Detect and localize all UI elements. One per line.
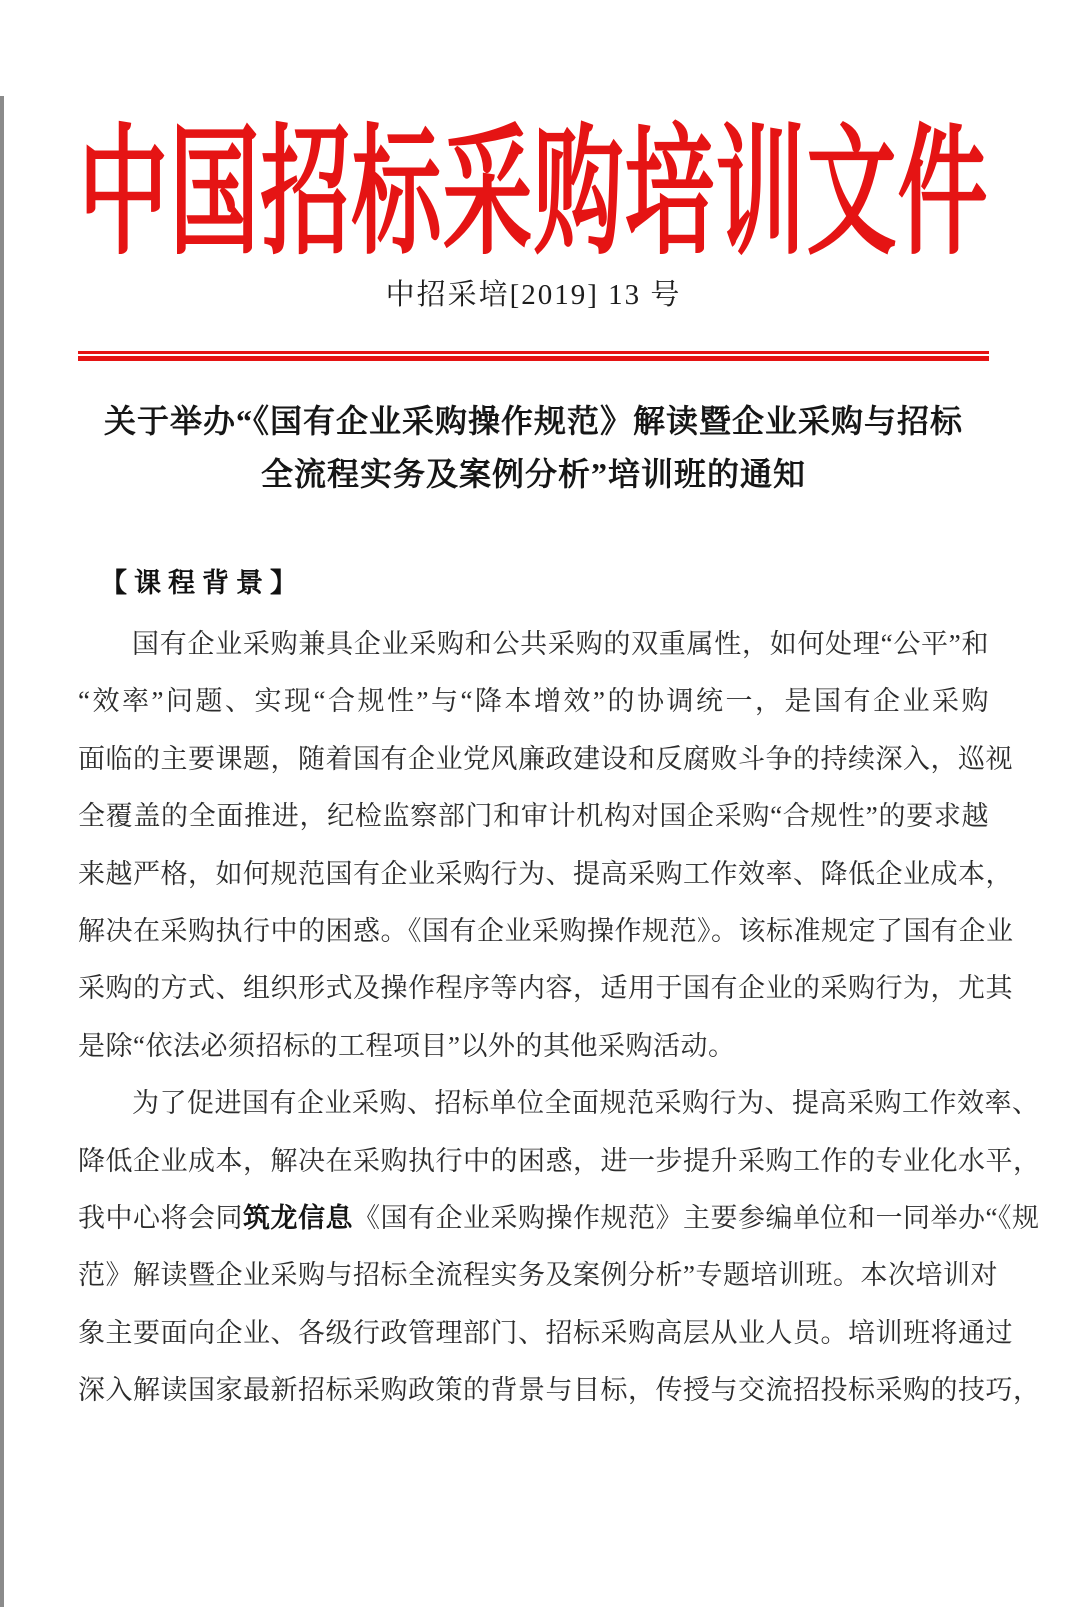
body-line: “效率”问题、实现“合规性”与“降本增效”的协调统一，是国有企业采购	[78, 686, 989, 717]
body-line: 为了促进国有企业采购、招标单位全面规范采购行为、提高采购工作效率、	[132, 1088, 1040, 1119]
body-line: 面临的主要课题，随着国有企业党风廉政建设和反腐败斗争的持续深入，巡视	[78, 743, 1013, 774]
body-line: 采购的方式、组织形式及操作程序等内容，适用于国有企业的采购行为，尤其	[78, 973, 1013, 1004]
body-line: 范》解读暨企业采购与招标全流程实务及案例分析”专题培训班。本次培训对	[78, 1260, 998, 1291]
masthead	[78, 96, 989, 273]
body-line: 全覆盖的全面推进，纪检监察部门和审计机构对国企采购“合规性”的要求越	[78, 801, 989, 832]
section-heading-course-background: 【课程背景】	[100, 568, 304, 598]
red-divider-thick-line	[78, 356, 989, 361]
document-number: 中招采培[2019] 13 号	[385, 279, 682, 311]
body-line: 象主要面向企业、各级行政管理部门、招标采购高层从业人员。培训班将通过	[78, 1317, 1013, 1348]
document-page	[0, 96, 1067, 1607]
body-line: 来越严格，如何规范国有企业采购行为、提高采购工作效率、降低企业成本，	[78, 858, 1013, 889]
text-run: 我中心将会同	[78, 1202, 243, 1233]
notice-title-line2: 全流程实务及案例分析”培训班的通知	[260, 456, 806, 492]
scan-edge-artifact	[0, 96, 4, 1607]
notice-title	[78, 395, 989, 501]
body-line: 降低企业成本，解决在采购执行中的困惑，进一步提升采购工作的专业化水平，	[78, 1145, 1041, 1176]
masthead-title: 中国招标采购培训文件	[78, 117, 989, 273]
body-line: 是除“依法必须招标的工程项目”以外的其他采购活动。	[78, 1030, 736, 1061]
body-line: 解决在采购执行中的困惑。《国有企业采购操作规范》。该标准规定了国有企业	[78, 915, 1014, 946]
notice-title-line1: 关于举办“《国有企业采购操作规范》解读暨企业采购与招标	[103, 403, 963, 439]
text-run: 《国有企业采购操作规范》主要参编单位和一同举办“《规	[353, 1202, 1040, 1233]
body-text	[78, 616, 1041, 1419]
emphasis-text: 筑龙信息	[243, 1202, 353, 1233]
body-line	[78, 1190, 1040, 1247]
body-line: 国有企业采购兼具企业采购和公共采购的双重属性，如何处理“公平”和	[132, 629, 989, 659]
document-body	[0, 96, 1067, 1419]
body-line: 深入解读国家最新招标采购政策的背景与目标，传授与交流招投标采购的技巧，	[78, 1375, 1041, 1406]
red-divider	[78, 351, 989, 361]
